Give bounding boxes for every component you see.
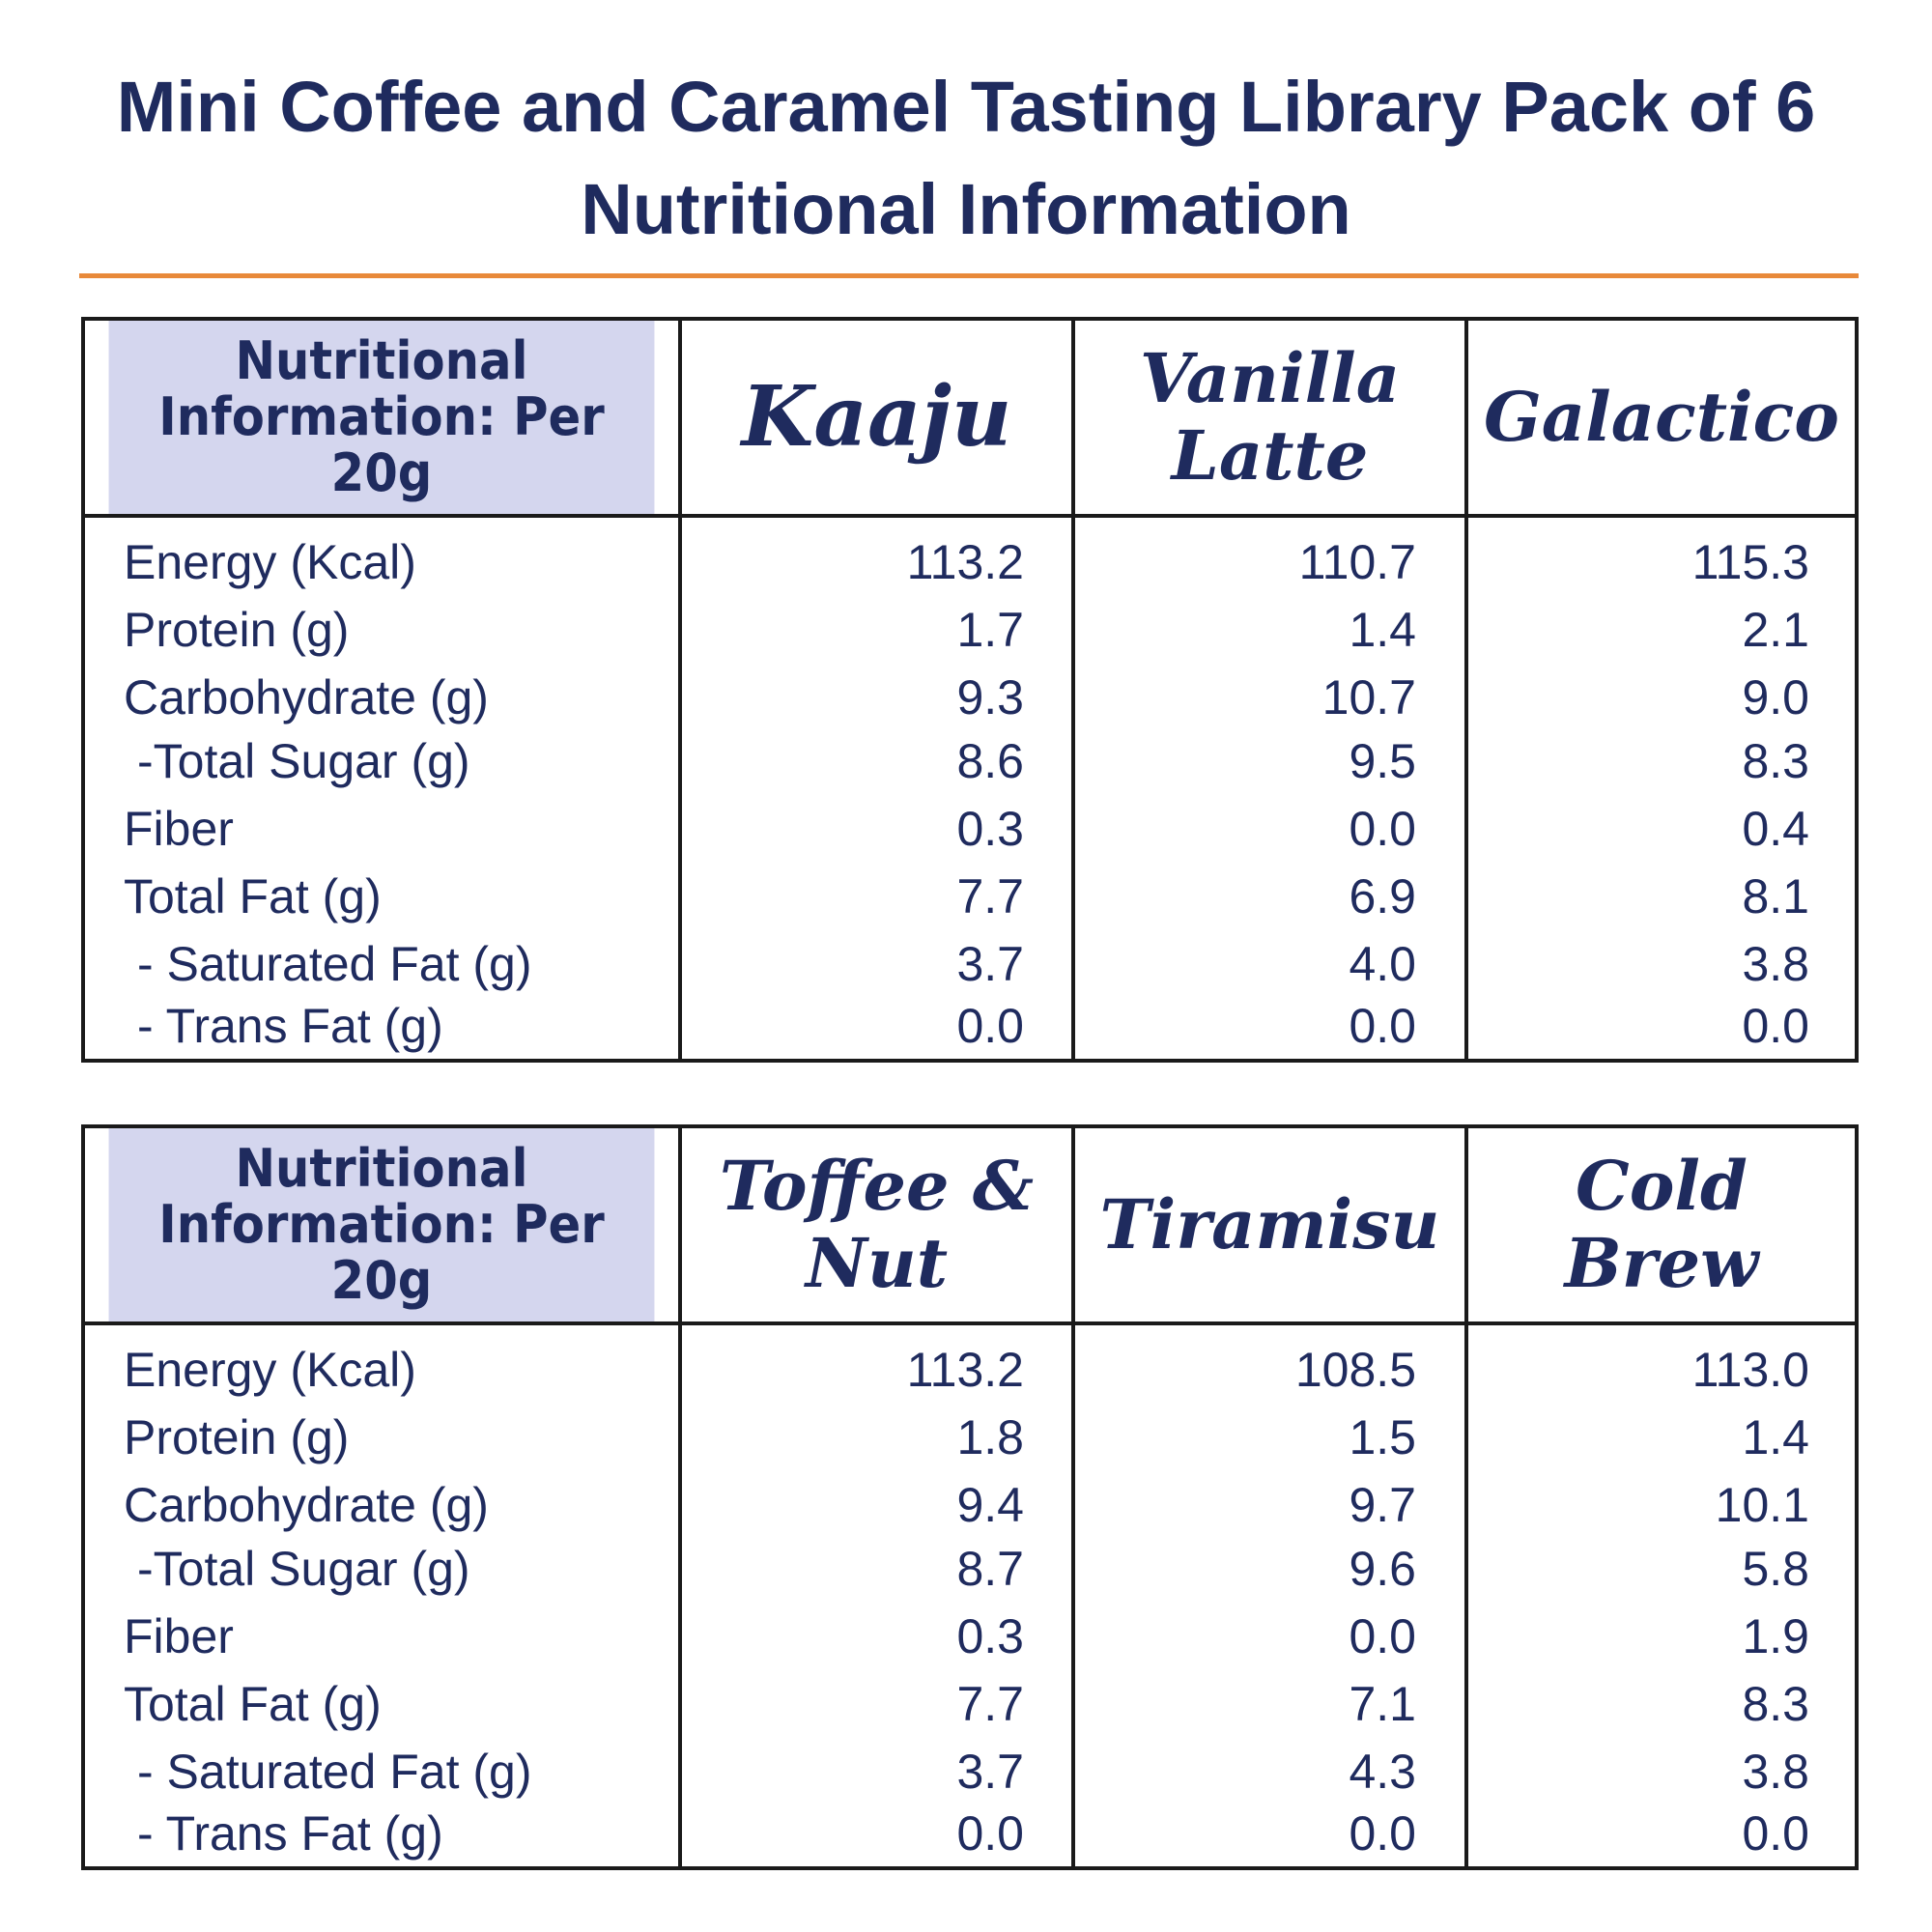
table-row: [85, 1607, 1855, 1665]
nutrient-value: 1.5: [1349, 1410, 1416, 1464]
product-name-line: Latte: [1171, 415, 1369, 496]
nutrient-value: 10.1: [1715, 1478, 1809, 1532]
nutrient-value: 7.1: [1349, 1677, 1416, 1731]
page-title: [0, 56, 1932, 261]
row-label: Total Fat (g): [124, 1677, 382, 1731]
nutrient-value: 8.6: [956, 734, 1024, 788]
nutrient-value: 1.4: [1349, 603, 1416, 657]
header-label-line-1: Nutritional: [235, 330, 528, 391]
row-label: - Trans Fat (g): [137, 999, 443, 1053]
row-label: Carbohydrate (g): [124, 1478, 489, 1532]
nutrient-value: 0.0: [1349, 802, 1416, 856]
nutrient-value: 9.6: [1349, 1542, 1416, 1596]
row-label: - Trans Fat (g): [137, 1806, 443, 1861]
row-label: - Saturated Fat (g): [137, 1745, 532, 1799]
nutrient-value: 1.8: [956, 1410, 1024, 1464]
table-row: [85, 1341, 1855, 1399]
nutrient-value: 0.3: [956, 802, 1024, 856]
nutrient-value: 0.0: [956, 999, 1024, 1053]
nutrient-value: 1.9: [1742, 1609, 1809, 1663]
table-header: [85, 1128, 1855, 1325]
nutrient-value: 115.3: [1691, 535, 1809, 589]
nutrient-value: 9.5: [1349, 734, 1416, 788]
row-label: Total Fat (g): [124, 869, 382, 923]
nutrient-value: 0.0: [956, 1806, 1024, 1861]
nutrient-value: 5.8: [1742, 1542, 1809, 1596]
product-name-line: Nut: [805, 1223, 949, 1303]
title-line-1: Mini Coffee and Caramel Tasting Library Pack of 6: [116, 67, 1816, 147]
product-name-line: Cold Brew: [1564, 1146, 1759, 1303]
table-row: [85, 1804, 1855, 1862]
nutrient-value: 0.0: [1742, 1806, 1809, 1861]
nutrient-value: 8.3: [1742, 1677, 1809, 1731]
nutrient-value: 3.7: [956, 937, 1024, 991]
row-label: -Total Sugar (g): [137, 1542, 470, 1596]
nutrient-value: 3.8: [1742, 1745, 1809, 1799]
row-label: Carbohydrate (g): [124, 670, 489, 724]
table-row: [85, 1540, 1855, 1598]
table-row: [85, 1675, 1855, 1733]
nutrient-value: 7.7: [956, 1677, 1024, 1731]
table-row: [85, 668, 1855, 726]
nutrient-value: 2.1: [1742, 603, 1809, 657]
nutrient-value: 110.7: [1298, 535, 1416, 589]
product-name-line: Kaaju: [741, 368, 1012, 466]
header-label: [109, 321, 655, 514]
nutrient-value: 1.4: [1742, 1410, 1809, 1464]
nutrient-value: 0.0: [1349, 1609, 1416, 1663]
nutrient-value: 0.0: [1349, 1806, 1416, 1861]
nutrient-value: 1.7: [956, 603, 1024, 657]
title-divider: [79, 273, 1859, 278]
nutrient-value: 3.8: [1742, 937, 1809, 991]
nutrient-value: 9.7: [1349, 1478, 1416, 1532]
nutrient-value: 6.9: [1349, 869, 1416, 923]
nutrient-value: 9.4: [956, 1478, 1024, 1532]
table-row: [85, 935, 1855, 993]
row-label: Protein (g): [124, 1410, 350, 1464]
product-name-tiramisu: [1075, 1128, 1464, 1321]
nutrient-value: 113.2: [906, 535, 1024, 589]
nutrient-value: 108.5: [1294, 1343, 1416, 1397]
table-row: [85, 1476, 1855, 1534]
nutrient-value: 113.2: [906, 1343, 1024, 1397]
nutrient-value: 7.7: [956, 869, 1024, 923]
nutrient-value: 3.7: [956, 1745, 1024, 1799]
product-name-galactico: [1468, 321, 1855, 514]
table-row: [85, 800, 1855, 858]
header-label-line-1: Nutritional: [235, 1138, 528, 1199]
product-name-kaaju: [682, 321, 1071, 514]
nutrient-value: 4.3: [1349, 1745, 1416, 1799]
header-label: [109, 1128, 655, 1321]
nutrient-value: 0.4: [1742, 802, 1809, 856]
header-label-line-2: Information: Per 20g: [158, 386, 605, 503]
product-name-line: Galactico: [1484, 377, 1839, 457]
nutrient-value: 0.0: [1349, 999, 1416, 1053]
table-row: [85, 997, 1855, 1055]
nutrient-value: 9.0: [1742, 670, 1809, 724]
table-row: [85, 533, 1855, 591]
table-row: [85, 732, 1855, 790]
nutrition-table-1: [81, 317, 1859, 1063]
nutrient-value: 9.3: [956, 670, 1024, 724]
product-name-toffee-nut: [682, 1128, 1071, 1321]
row-label: Fiber: [124, 802, 234, 856]
row-label: Energy (Kcal): [124, 535, 416, 589]
product-name-vanilla-latte: [1075, 321, 1464, 514]
nutrient-value: 0.3: [956, 1609, 1024, 1663]
row-label: Protein (g): [124, 603, 350, 657]
product-name-line: Tiramisu: [1099, 1184, 1440, 1264]
table-row: [85, 601, 1855, 659]
nutrient-value: 113.0: [1691, 1343, 1809, 1397]
row-label: -Total Sugar (g): [137, 734, 470, 788]
nutrient-value: 8.7: [956, 1542, 1024, 1596]
title-line-2: Nutritional Information: [581, 169, 1351, 249]
nutrient-value: 0.0: [1742, 999, 1809, 1053]
row-label: Fiber: [124, 1609, 234, 1663]
nutrient-value: 8.3: [1742, 734, 1809, 788]
nutrient-value: 10.7: [1321, 670, 1416, 724]
table-row: [85, 1743, 1855, 1801]
nutrient-value: 8.1: [1742, 869, 1809, 923]
table-row: [85, 1408, 1855, 1466]
nutrition-table-2: [81, 1124, 1859, 1870]
nutrient-value: 4.0: [1349, 937, 1416, 991]
header-label-line-2: Information: Per 20g: [158, 1194, 605, 1311]
product-name-line: Toffee &: [719, 1146, 1035, 1226]
product-name-cold-brew: [1468, 1128, 1855, 1321]
row-label: Energy (Kcal): [124, 1343, 416, 1397]
table-header: [85, 321, 1855, 518]
product-name-line: Vanilla: [1139, 338, 1401, 418]
table-row: [85, 867, 1855, 925]
row-label: - Saturated Fat (g): [137, 937, 532, 991]
